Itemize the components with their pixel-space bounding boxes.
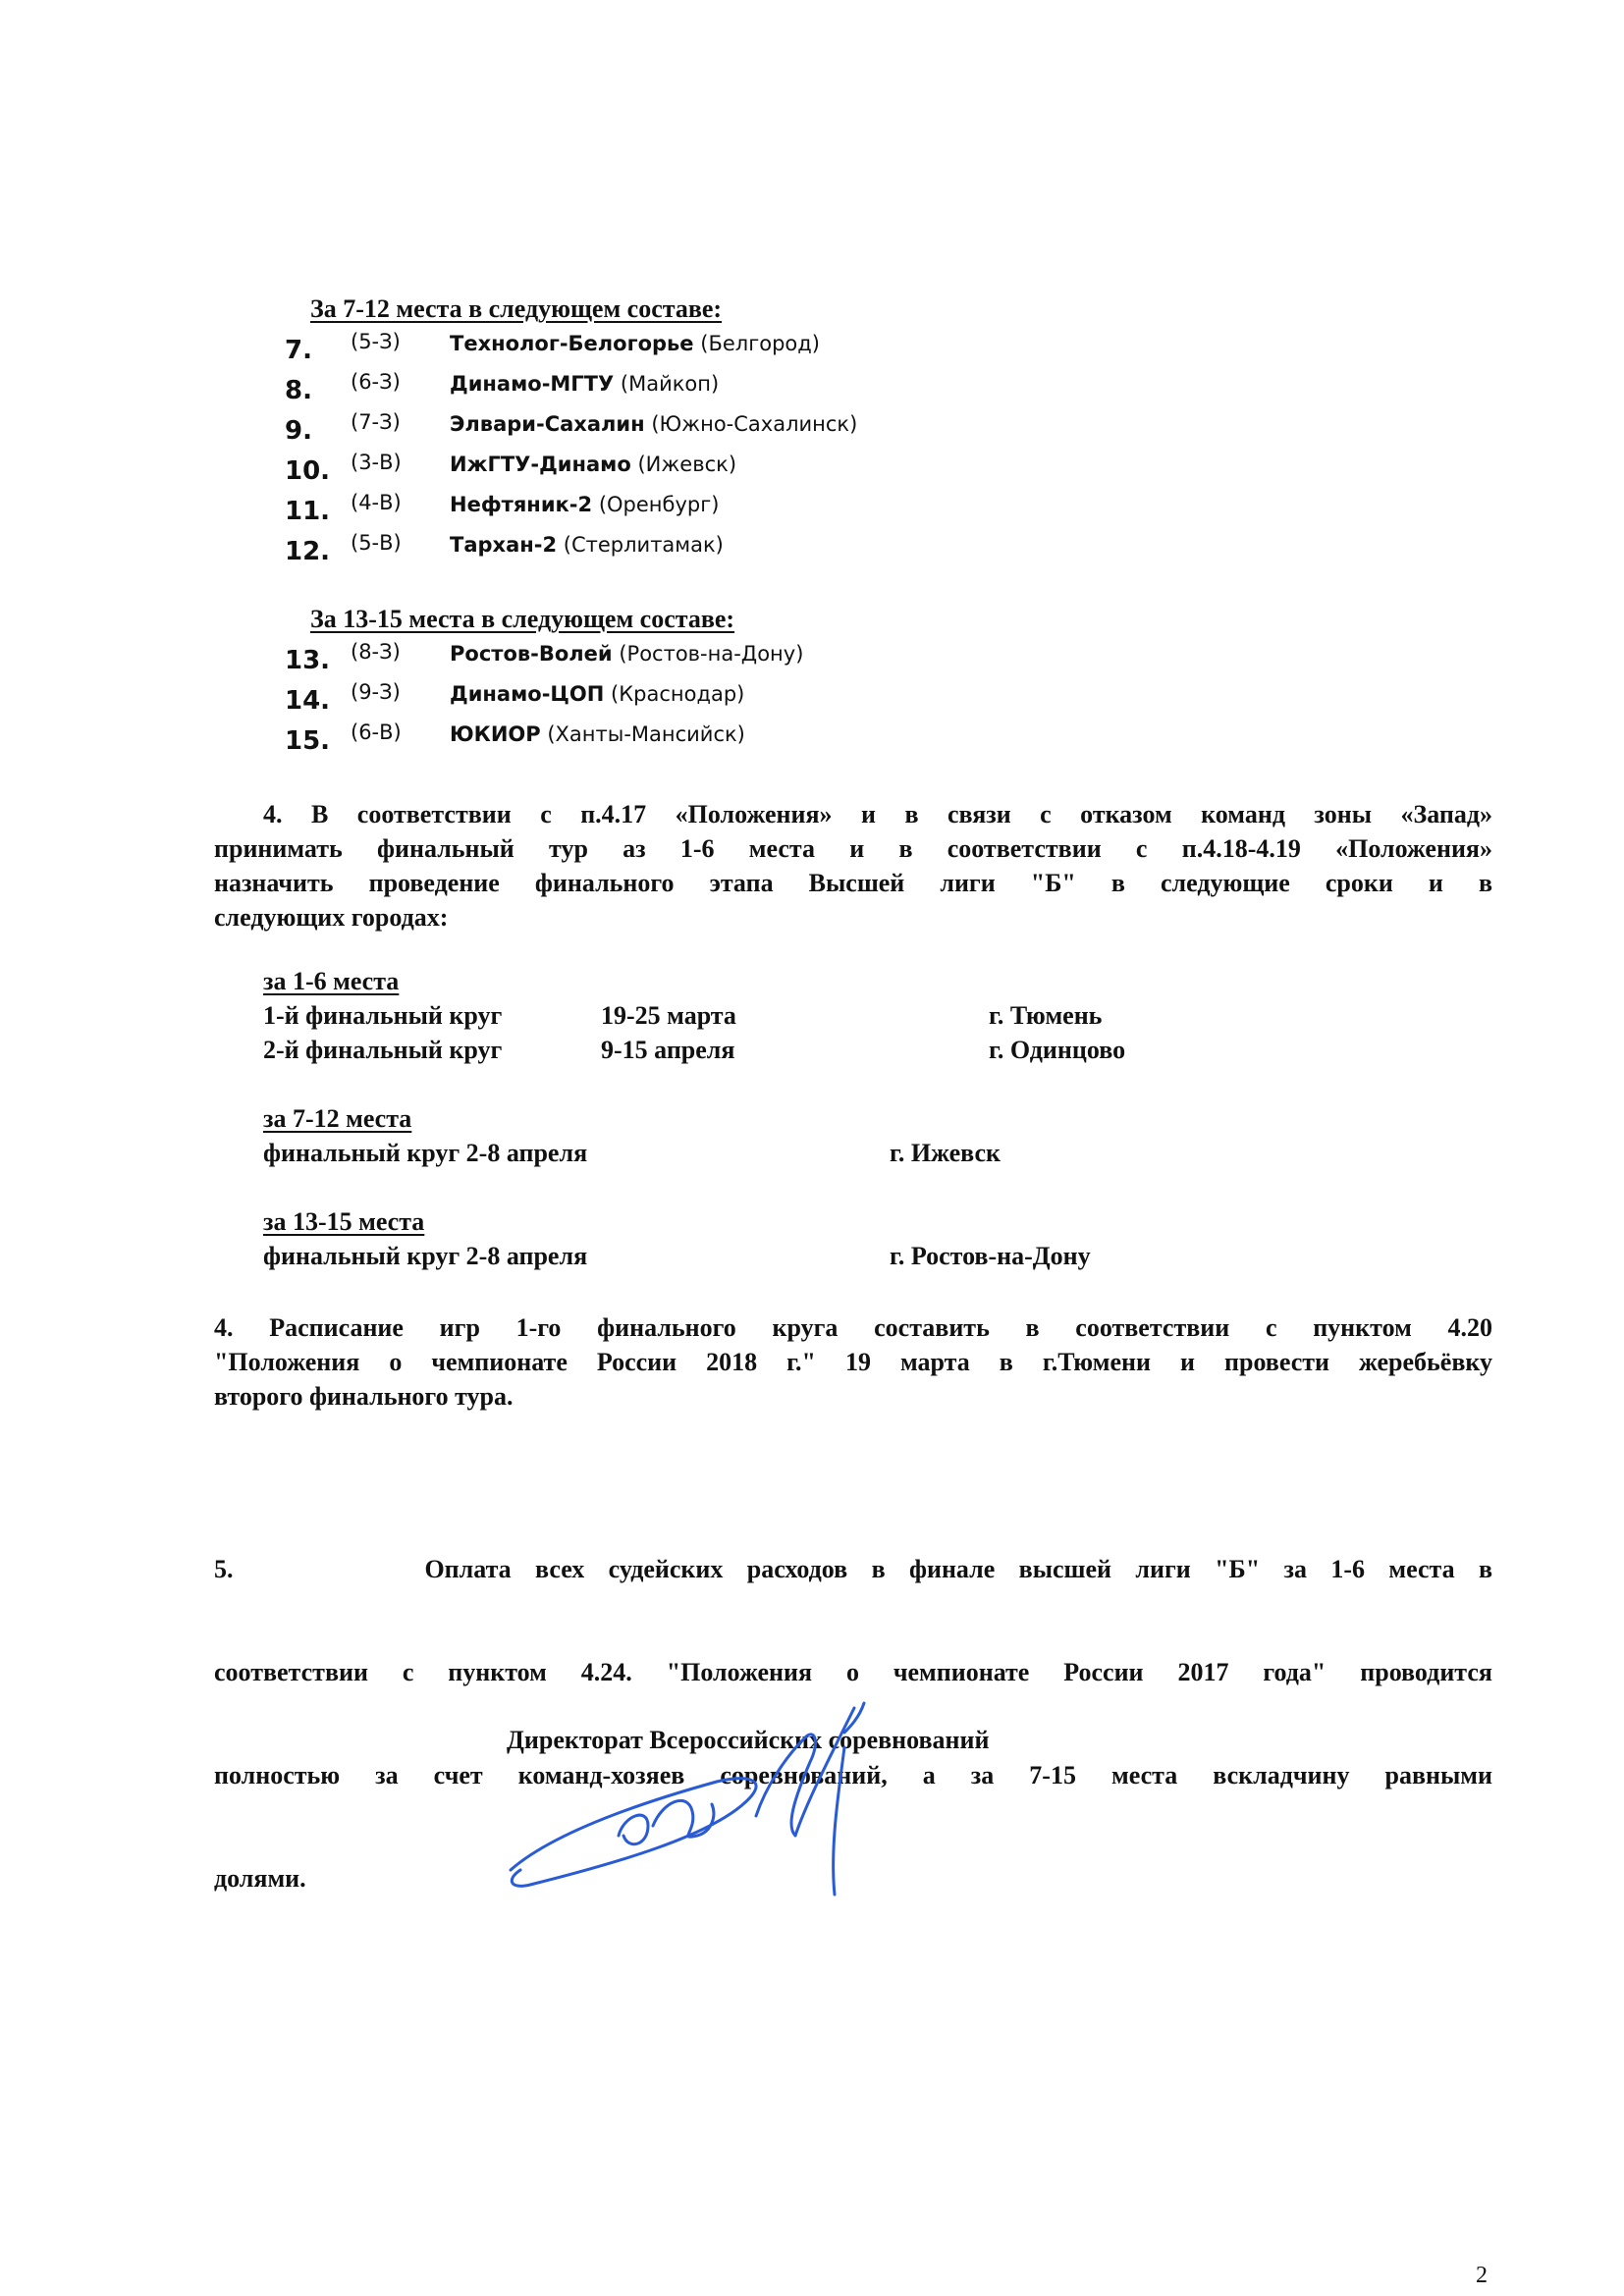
schedule-round: финальный круг 2-8 апреля — [263, 1242, 588, 1270]
paragraph-line: 4. Расписание игр 1-го финального круга составить в соответствии с пунктом 4.20 — [214, 1313, 1492, 1342]
paragraph-4-venues — [214, 797, 1492, 934]
team-title: Динамо-ЦОП — [450, 682, 605, 706]
paragraph-line: назначить проведение финального этапа Высшей лиги "Б" в следующие сроки и в — [214, 869, 1492, 897]
list-item — [0, 410, 1624, 451]
team-title: ЮКИОР — [450, 722, 541, 746]
page-number: 2 — [1476, 2263, 1488, 2288]
schedule-round: 2-й финальный круг — [263, 1036, 503, 1064]
schedule-13-15-heading: за 13-15 места — [263, 1207, 425, 1236]
team-number: 8. — [285, 376, 312, 405]
team-code: (3-В) — [351, 451, 402, 474]
paragraph-4-schedule — [214, 1310, 1492, 1414]
team-number: 13. — [285, 646, 331, 675]
team-code: (5-В) — [351, 531, 402, 555]
schedule-dates: 19-25 марта — [601, 1001, 736, 1030]
team-title: Элвари-Сахалин — [450, 412, 645, 436]
list-item — [0, 451, 1624, 491]
section-7-12-heading: За 7-12 места в следующем составе: — [310, 294, 723, 323]
team-title: Ростов-Волей — [450, 642, 613, 666]
team-code: (5-З) — [351, 330, 401, 353]
team-title: Динамо-МГТУ — [450, 372, 615, 396]
team-city: (Майкоп) — [620, 372, 720, 396]
list-item — [0, 680, 1624, 721]
paragraph-line: долями. — [214, 1864, 306, 1893]
team-city: (Оренбург) — [598, 493, 720, 516]
team-code: (6-В) — [351, 721, 402, 744]
paragraph-line: полностью за счет команд-хозяев соревнований, а за 7-15 места вскладчину равными — [214, 1761, 1492, 1789]
paragraph-line: следующих городах: — [214, 903, 449, 932]
list-item — [0, 370, 1624, 410]
team-code: (7-З) — [351, 410, 401, 434]
team-name — [450, 493, 719, 516]
team-code: (4-В) — [351, 491, 402, 514]
list-item — [0, 531, 1624, 571]
team-city: (Ижевск) — [637, 453, 737, 476]
paragraph-line: принимать финальный тур аз 1-6 места и в соответствии с п.4.18-4.19 «Положения» — [214, 834, 1492, 863]
list-item — [0, 721, 1624, 761]
paragraph-line: соответствии с пунктом 4.24. "Положения о чемпионате России 2017 года" проводится — [214, 1658, 1492, 1686]
team-number: 14. — [285, 686, 331, 716]
schedule-city: г. Ростов-на-Дону — [890, 1242, 1091, 1270]
team-city: (Южно-Сахалинск) — [651, 412, 858, 436]
team-name — [450, 722, 745, 746]
schedule-city: г. Тюмень — [989, 1001, 1103, 1030]
team-name — [450, 372, 719, 396]
paragraph-line: второго финального тура. — [214, 1382, 514, 1411]
team-title: Нефтяник-2 — [450, 493, 593, 516]
section-13-15-heading: За 13-15 места в следующем составе: — [310, 605, 735, 633]
team-title: Технолог-Белогорье — [450, 332, 694, 355]
team-number: 7. — [285, 336, 312, 365]
schedule-7-12-heading: за 7-12 места — [263, 1104, 412, 1133]
paragraph-line: 4. В соответствии с п.4.17 «Положения» и в связи с отказом команд зоны «Запад» — [263, 800, 1492, 828]
team-number: 9. — [285, 416, 312, 446]
team-name — [450, 642, 803, 666]
schedule-city: г. Ижевск — [890, 1139, 1001, 1167]
team-city: (Стерлитамак) — [563, 533, 724, 557]
team-name — [450, 453, 736, 476]
schedule-dates: 9-15 апреля — [601, 1036, 735, 1064]
team-number: 12. — [285, 537, 331, 566]
team-name — [450, 533, 724, 557]
team-code: (6-З) — [351, 370, 401, 394]
schedule-city: г. Одинцово — [989, 1036, 1126, 1064]
team-number: 11. — [285, 497, 331, 526]
paragraph-line: "Положения о чемпионате России 2018 г." 19 марта в г.Тюмени и провести жеребьёвку — [214, 1348, 1492, 1376]
team-city: (Белгород) — [700, 332, 820, 355]
team-city: (Краснодар) — [611, 682, 745, 706]
team-number: 15. — [285, 726, 331, 756]
team-name — [450, 682, 744, 706]
schedule-round: финальный круг 2-8 апреля — [263, 1139, 588, 1167]
list-item — [0, 491, 1624, 531]
schedule-round: 1-й финальный круг — [263, 1001, 503, 1030]
signature-icon — [491, 1688, 933, 1914]
paragraph-line: 5. Оплата всех судейских расходов в финале высшей лиги "Б" за 1-6 места в — [214, 1555, 1492, 1583]
team-name — [450, 412, 857, 436]
team-number: 10. — [285, 456, 331, 486]
team-code: (9-З) — [351, 680, 401, 704]
schedule-1-6-heading: за 1-6 места — [263, 967, 400, 995]
team-code: (8-З) — [351, 640, 401, 664]
signatory: Директорат Всероссийских соревнований — [507, 1726, 990, 1754]
team-title: ИжГТУ-Динамо — [450, 453, 631, 476]
team-title: Тархан-2 — [450, 533, 558, 557]
team-city: (Ростов-на-Дону) — [619, 642, 804, 666]
team-city: (Ханты-Мансийск) — [547, 722, 745, 746]
list-item — [0, 640, 1624, 680]
team-name — [450, 332, 820, 355]
list-item — [0, 330, 1624, 370]
